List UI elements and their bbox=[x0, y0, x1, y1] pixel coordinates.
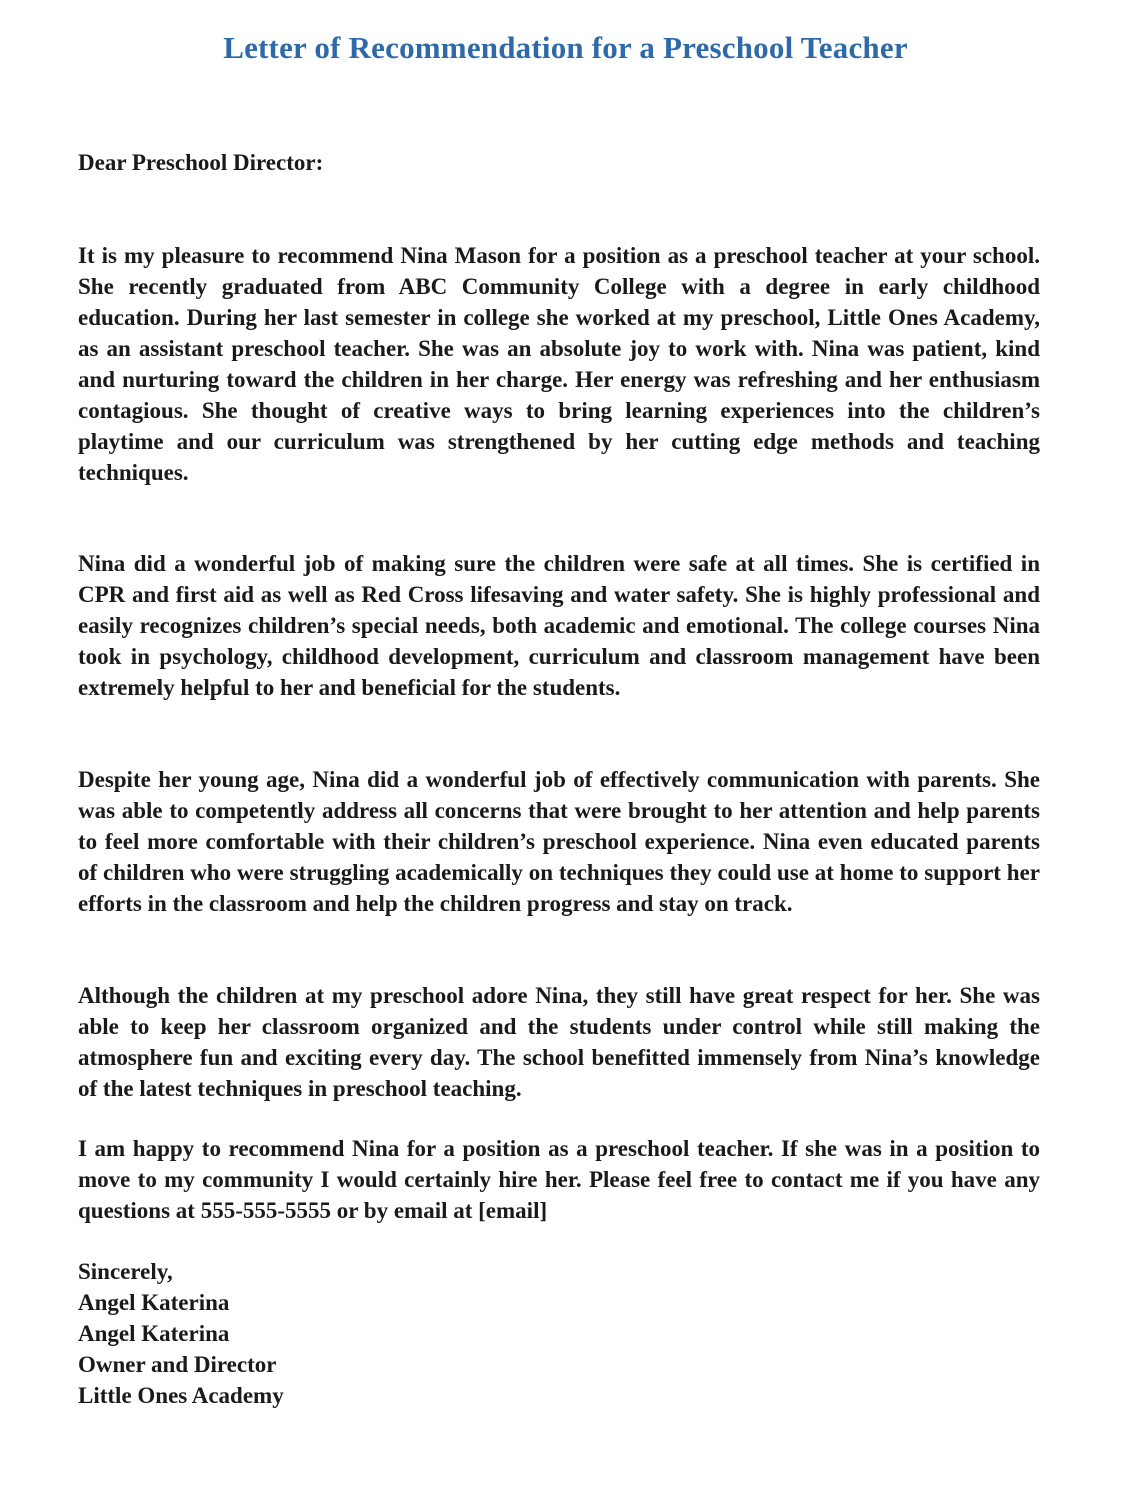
signature: Angel Katerina bbox=[78, 1290, 230, 1315]
body-paragraph-4: Although the children at my preschool adore Nina, they still have great respect for her. She was able to keep her classroom organized and the students under control while still making the atmosphere fun and exciting every day. The school benefitted immensely from Nina’s knowledge of the latest techniques in preschool teaching. bbox=[78, 983, 1040, 1101]
signer-role: Owner and Director bbox=[78, 1352, 277, 1377]
salutation: Dear Preschool Director: bbox=[78, 150, 324, 175]
body-paragraph-2: Nina did a wonderful job of making sure the children were safe at all times. She is certified in CPR and first aid as well as Red Cross lifesaving and water safety. She is highly professional and easily recognizes children’s special needs, both academic and emotional. The college courses Nina took in psychology, childhood development, curriculum and classroom management have been extremely helpful to her and beneficial for the students. bbox=[78, 551, 1040, 700]
letter-title: Letter of Recommendation for a Preschool Teacher bbox=[223, 30, 908, 65]
closing-block bbox=[78, 1256, 284, 1411]
body-paragraph-5: I am happy to recommend Nina for a position as a preschool teacher. If she was in a position to move to my community I would certainly hire her. Please feel free to contact me if you have any questions at 555-555-5555 or by email at [email] bbox=[78, 1136, 1040, 1223]
valediction: Sincerely, bbox=[78, 1259, 173, 1284]
body-paragraph-1: It is my pleasure to recommend Nina Mason for a position as a preschool teacher at your school. She recently graduated from ABC Community College with a degree in early childhood education. During her last semester in college she worked at my preschool, Little Ones Academy, as an assistant preschool teacher. She was an absolute joy to work with. Nina was patient, kind and nurturing toward the children in her charge. Her energy was refreshing and her enthusiasm contagious. She thought of creative ways to bring learning experiences into the children’s playtime and our curriculum was strengthened by her cutting edge methods and teaching techniques. bbox=[78, 243, 1040, 485]
signer-name: Angel Katerina bbox=[78, 1321, 230, 1346]
signer-organization: Little Ones Academy bbox=[78, 1383, 284, 1408]
body-paragraph-3: Despite her young age, Nina did a wonderful job of effectively communication with parents. She was able to competently address all concerns that were brought to her attention and help parents to feel more comfortable with their children’s preschool experience. Nina even educated parents of children who were struggling academically on techniques they could use at home to support her efforts in the classroom and help the children progress and stay on track. bbox=[78, 767, 1040, 916]
